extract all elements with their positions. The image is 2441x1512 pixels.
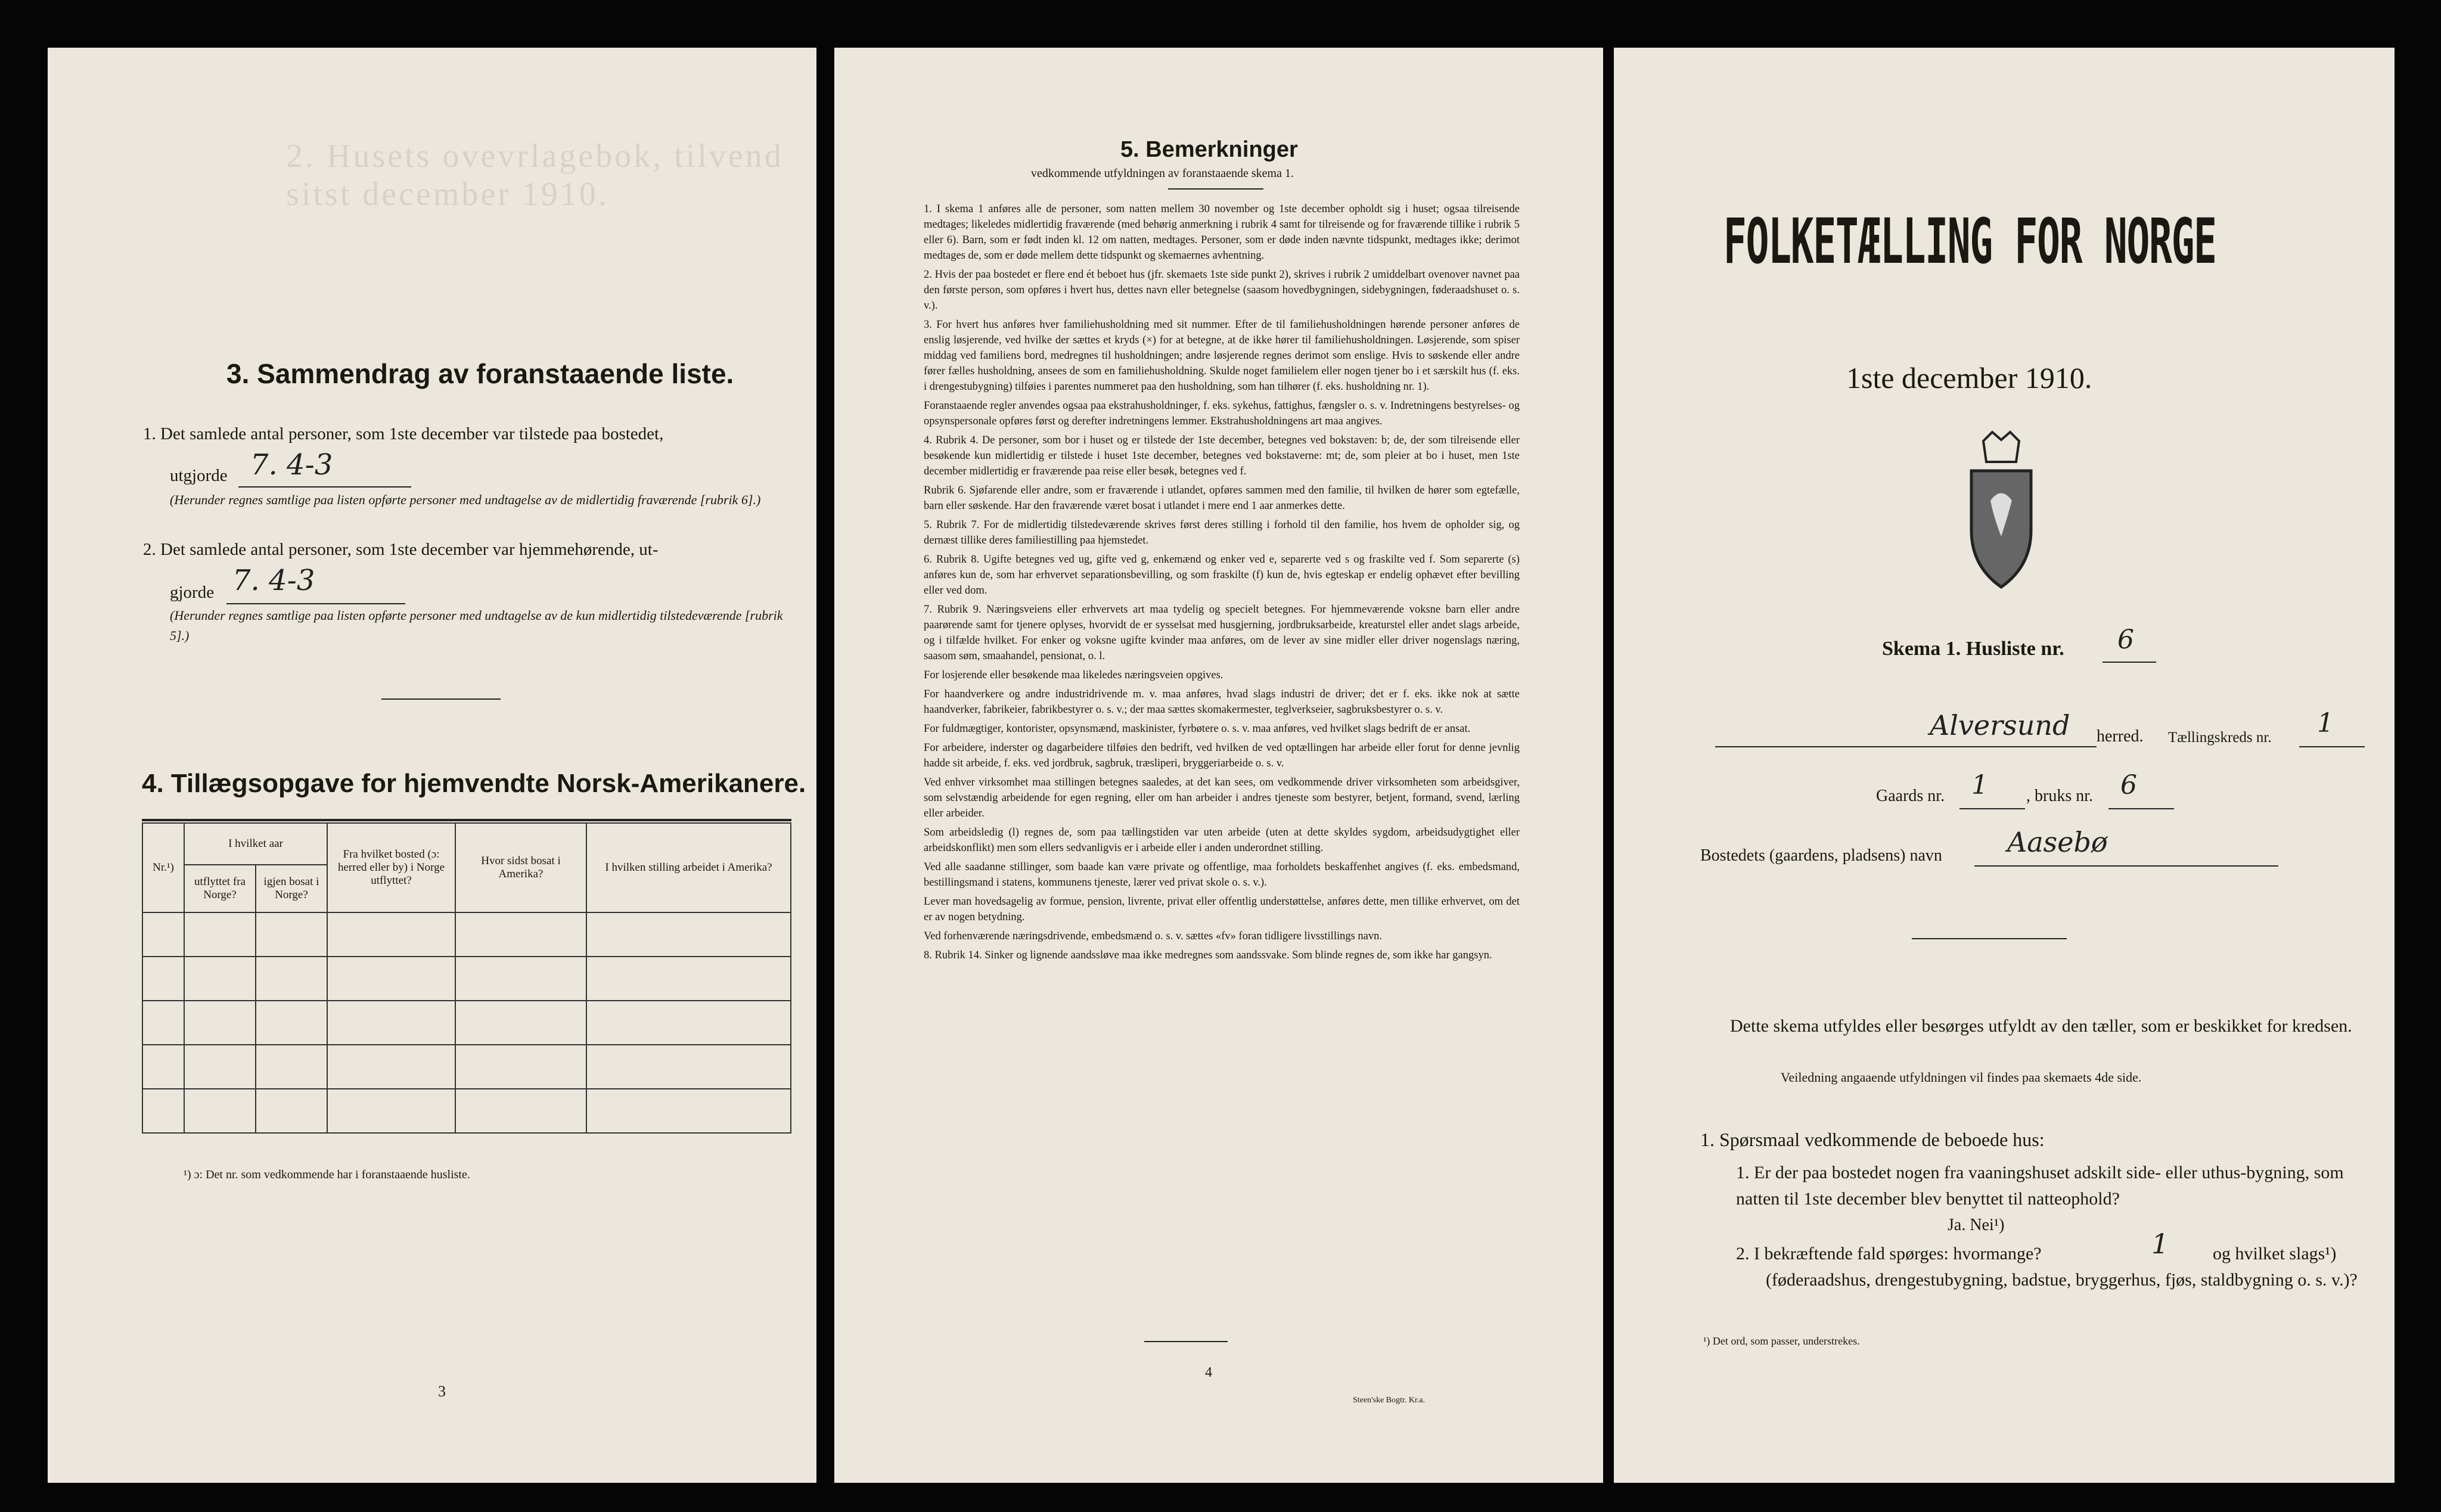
page-1 [1614, 48, 2395, 1483]
question-heading: 1. Spørsmaal vedkommende de beboede hus: [1700, 1129, 2045, 1150]
ornament-rule [1912, 938, 2067, 939]
remarks-body [924, 201, 1520, 967]
table-row [142, 957, 791, 1001]
remarks-subheading: vedkommende utfyldningen av foranstaaende skema 1. [1031, 167, 1294, 180]
remark-paragraph: Lever man hovedsagelig av formue, pension, livrente, privat eller offentlig understøttelse, anføres dette, men tillike erhvervet, om det er av nogen betydning. [924, 896, 1520, 923]
summary-item-1-label: utgjorde [170, 466, 228, 485]
remarks-rule [1168, 188, 1263, 190]
husliste-nr-handwritten: 6 [2117, 625, 2134, 655]
kreds-label: Tællingskreds nr. [2168, 729, 2272, 746]
census-date: 1ste december 1910. [1846, 361, 2092, 395]
page-3 [48, 48, 816, 1483]
gaards-nr-handwritten: 1 [1971, 770, 1988, 800]
summary-item-2-label: gjorde [170, 583, 215, 602]
question-2-handwritten: 1 [2151, 1228, 2169, 1260]
schema-label: Skema 1. Husliste nr. [1882, 638, 2064, 660]
summary-item-2: 2. Det samlede antal personer, som 1ste december var hjemmehørende, ut- [143, 540, 659, 559]
herred-handwritten: Alversund [1930, 709, 2070, 741]
bosted-label: Bostedets (gaardens, pladsens) navn [1700, 846, 1942, 865]
summary-item-1-note: (Herunder regnes samtlige paa listen opførte personer med undtagelse av de midlertidig fraværende [rubrik 6].) [170, 492, 761, 507]
table-row [142, 1001, 791, 1045]
remark-paragraph: Ved alle saadanne stillinger, som baade kan være private og offentlige, maa forholdets beskaffenhet angives (f. eks. embedsmand, bestillingsmand i statens, kommunens tjeneste, lærer ved privat skole o. s. v.). [924, 861, 1520, 889]
remark-paragraph: For arbeidere, inderster og dagarbeidere tilføies den bedrift, ved hvilken de ved optællingen har arbeide eller forut for denne jevnlig hadde sit arbeide, f. eks. ved jordbruk, sagbruk, træsliperi, bryggeriarbeide o. s. v. [924, 742, 1520, 769]
question-2-start: 2. I bekræftende fald spørges: hvormange? [1736, 1244, 2042, 1263]
table-top-rule [142, 819, 791, 821]
kreds-line [2299, 746, 2365, 747]
bruks-label: , bruks nr. [2026, 787, 2093, 805]
summary-item-1-line [238, 486, 411, 488]
col-utflyttet: utflyttet fra Norge? [184, 865, 256, 912]
col-sidst-bosat: Hvor sidst bosat i Amerika? [455, 823, 586, 912]
remark-paragraph: 4. Rubrik 4. De personer, som bor i huset og er tilstede der 1ste december, betegnes ved bokstaven: b; de, der som tilreisende eller besøkende kun midlertidig er tilstede i huset 1ste december, betegnes ved bokstaverne: mt; de, som pleier at bo i huset, men 1ste december midlertidig er fraværende paa reise eller besøk, betegnes ved f. [924, 434, 1520, 477]
remark-paragraph: Som arbeidsledig (l) regnes de, som paa tællingstiden var uten arbeide (uten at dette skyldes sygdom, arbeidsudygtighet eller arbeidskonflikt) men som ellers sedvanligvis er i arbeide eller i anden underordnet stilling. [924, 827, 1520, 854]
remark-paragraph: For losjerende eller besøkende maa likeledes næringsveien opgives. [924, 669, 1223, 681]
kreds-nr-handwritten: 1 [2317, 708, 2334, 738]
coat-of-arms-icon [1959, 429, 2043, 596]
bruks-line [2108, 808, 2174, 809]
remark-paragraph: Ved enhver virksomhet maa stillingen betegnes saaledes, at det kan sees, om vedkommende driver virksomheten som arbeidsgiver, som selvstændig arbeidende for egen regning, eller om han arbeider i andres tjeneste som bestyrer, betjent, formand, svend, lærling eller arbeider. [924, 777, 1520, 819]
herred-label: herred. [2097, 727, 2144, 746]
printer-mark: Steen'ske Bogtr. Kr.a. [1353, 1396, 1426, 1405]
bruks-nr-handwritten: 6 [2120, 770, 2137, 800]
remark-paragraph: 5. Rubrik 7. For de midlertidig tilstedeværende skrives først deres stilling i forhold til den familie, hos hvem de opholder sig, og dernæst tillike deres familiestilling paa hjemstedet. [924, 519, 1520, 547]
col-fra-bosted: Fra hvilket bosted (ɔ: herred eller by) i Norge utflyttet? [327, 823, 455, 912]
remark-paragraph: 7. Rubrik 9. Næringsveiens eller erhvervets art maa tydelig og specielt betegnes. For hjemmeværende voksne barn eller andre paarørende samt for tjenere oplyses, hvorvidt de er sysselsat med husgjerning, jordbruksarbeide, kreaturstel eller andet slags arbeide, og i tilfælde hvilket. For enker og voksne ugifte kvinder maa anføres, om de lever av sine midler eller driver nogenslags næring, saasom søm, smaahandel, pensionat, o. l. [924, 604, 1520, 662]
herred-line [1715, 746, 2097, 747]
page-4 [834, 48, 1603, 1483]
summary-item-1-handwritten: 7. 4-3 [250, 448, 333, 482]
question-2-rest: og hvilket slags¹) (føderaadshus, drengestubygning, badstue, bryggerhus, fjøs, staldbygning o. s. v.)? [1766, 1244, 2358, 1290]
question-1-answer: Ja. Nei¹) [1948, 1216, 2005, 1234]
bosted-handwritten: Aasebø [2007, 826, 2108, 858]
table-footnote: ¹) ɔ: Det nr. som vedkommende har i foranstaaende husliste. [184, 1168, 470, 1181]
col-igjen-bosat: igjen bosat i Norge? [256, 865, 327, 912]
remark-paragraph: Foranstaaende regler anvendes ogsaa paa ekstrahusholdninger, f. eks. sykehus, fattighus, fængsler o. s. v. Indretningens bestyrelses- og opsynspersonale opføres først og derefter indretningens lemmer. Ekstrahusholdningens art maa angives. [924, 400, 1520, 427]
summary-item-1: 1. Det samlede antal personer, som 1ste december var tilstede paa bostedet, [143, 424, 664, 443]
remark-paragraph: Rubrik 6. Sjøfarende eller andre, som er fraværende i utlandet, opføres sammen med den familie, til hvilken de hører som egtefælle, barn eller søskende. Har den fraværende været bosat i utlandet i mere end 1 aar anmerkes dette. [924, 485, 1520, 512]
table-row [142, 1045, 791, 1089]
summary-item-2-line [226, 603, 405, 604]
question-1: 1. Er der paa bostedet nogen fra vaaningshuset adskilt side- eller uthus-bygning, som natten til 1ste december blev benyttet til natteophold? [1736, 1163, 2344, 1209]
remark-paragraph: 1. I skema 1 anføres alle de personer, som natten mellem 30 november og 1ste december opholdt sig i huset; ogsaa tilreisende medtages; likeledes midlertidig fraværende (med behørig anmerkning i rubrik 4 samt for tilreisende og for fraværende tillike i rubrik 5 eller 6). Barn, som er født inden kl. 12 om natten, medtages. Personer, som er døde inden nævnte tidspunkt, medtages ikke; derimot medtages de, som er døde mellem dette tidspunkt og skemaernes avhentning. [924, 203, 1520, 262]
remark-paragraph: For fuldmægtiger, kontorister, opsynsmænd, maskinister, fyrbøtere o. s. v. maa anføres, ved hvilket slags bedrift de er ansat. [924, 723, 1471, 735]
divider [381, 698, 501, 700]
remark-paragraph: Ved forhenværende næringsdrivende, embedsmænd o. s. v. sættes «fv» foran tidligere livsstillings navn. [924, 930, 1383, 942]
intro-text: Dette skema utfyldes eller besørges utfyldt av den tæller, som er beskikket for kredsen. [1730, 1016, 2352, 1036]
remark-paragraph: 6. Rubrik 8. Ugifte betegnes ved ug, gifte ved g, enkemænd og enker ved e, separerte ved s og fraskilte ved f. Som separerte (s) anføres kun de, som har erhvervet separationsbevilling, og som fraskilte (f) kun de, hvis egteskap er endelig ophævet efter bevilling eller ved dom. [924, 554, 1520, 597]
table-row [142, 912, 791, 957]
norsk-amerikanere-heading: 4. Tillægsopgave for hjemvendte Norsk-Amerikanere. [142, 769, 806, 798]
col-nr: Nr.¹) [142, 823, 184, 912]
remarks-heading: 5. Bemerkninger [1120, 137, 1298, 162]
col-stilling: I hvilken stilling arbeidet i Amerika? [586, 823, 791, 912]
col-aar: I hvilket aar [184, 823, 327, 865]
gaards-label: Gaards nr. [1876, 787, 1945, 805]
remarks-end-rule [1144, 1341, 1228, 1342]
remark-paragraph: For haandverkere og andre industridrivende m. v. maa anføres, hvad slags industri de driver; det er f. eks. ikke nok at sætte haandverker, fabrikeier, fabrikbestyrer o. s. v.; der maa sættes skomakermester, teglverkseier, sagbruksbestyrer o. s. v. [924, 688, 1520, 716]
page-number: 4 [1205, 1365, 1212, 1380]
census-title: FOLKETÆLLING FOR NORGE [1723, 205, 2216, 278]
page-number: 3 [438, 1383, 446, 1400]
bosted-line [1974, 865, 2278, 867]
remark-paragraph: 8. Rubrik 14. Sinker og lignende aandssløve maa ikke medregnes som aandssvake. Som blinde regnes de, som ikke har gangsyn. [924, 949, 1492, 961]
table-row [142, 1089, 791, 1133]
summary-item-2-handwritten: 7. 4-3 [232, 564, 315, 597]
page-footnote: ¹) Det ord, som passer, understrekes. [1703, 1335, 1860, 1347]
summary-heading: 3. Sammendrag av foranstaaende liste. [226, 358, 734, 389]
remark-paragraph: 2. Hvis der paa bostedet er flere end ét beboet hus (jfr. skemaets 1ste side punkt 2), skrives i rubrik 2 umiddelbart ovenover navnet paa den første person, som opføres i hvert hus, dettes navn eller betegnelse (saasom hovedbygningen, sidebygningen, føderaadshuset o. s. v.). [924, 269, 1520, 312]
summary-item-2-note: (Herunder regnes samtlige paa listen opførte personer med undtagelse av de kun midlertidig tilstedeværende [rubrik 5].) [170, 608, 783, 643]
bleed-through-header: 2. Husets ovevrlagebok, tilvend sitst december 1910. [286, 138, 784, 213]
intro-note: Veiledning angaaende utfyldningen vil findes paa skemaets 4de side. [1781, 1070, 2142, 1085]
gaards-line [1959, 808, 2025, 809]
remark-paragraph: 3. For hvert hus anføres hver familiehusholdning med sit nummer. Efter de til familiehusholdningen hørende personer anføres de enslig løsjerende, ved hvilke der sættes et kryds (×) for at betegne, at de ikke hører til familiehusholdningen. Løsjerende, som spiser middag ved familiens bord, medregnes til husholdningen; andre løsjerende regnes derimot som enslige. Hvis to søskende eller andre fører fælles husholdning, ansees de som en familiehusholdning. Skulde noget familielem eller nogen tjener bo i et særskilt hus (f. eks. i drengestubygning) tilføies i parentes nummeret paa den husholdning, som han tilhører (f. eks. husholdning nr. 1). [924, 319, 1520, 393]
norsk-amerikanere-table [142, 822, 791, 1134]
husliste-nr-line [2103, 662, 2156, 663]
